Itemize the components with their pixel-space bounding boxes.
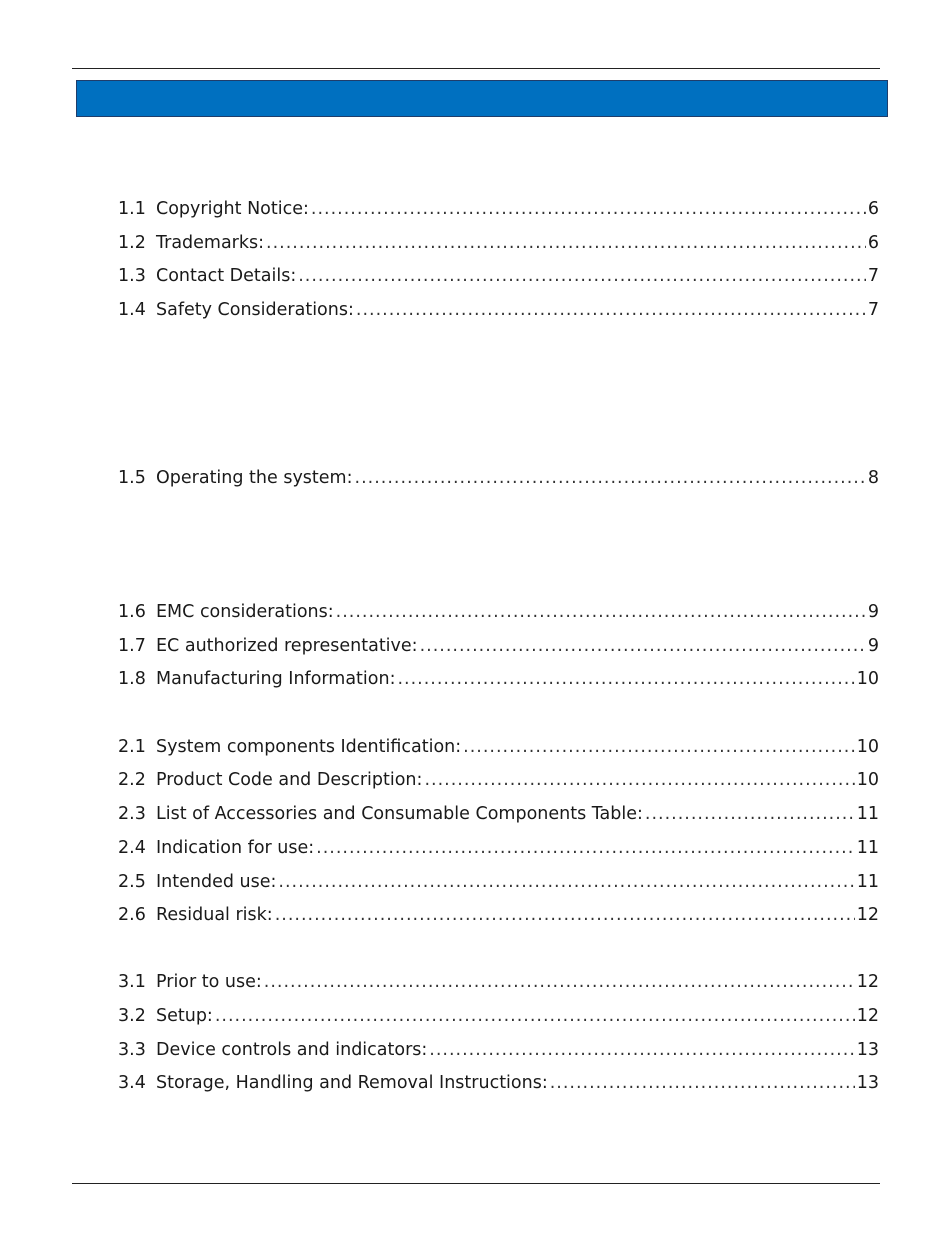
toc-leader xyxy=(424,768,854,792)
toc-number: 2.4 xyxy=(118,838,146,858)
toc-leader xyxy=(397,667,854,691)
toc-number: 2.6 xyxy=(118,905,146,925)
toc-number: 1.5 xyxy=(118,468,146,488)
toc-page: 6 xyxy=(867,233,879,253)
toc-title: EMC considerations: xyxy=(156,602,334,622)
toc-title: EC authorized representative: xyxy=(156,636,418,656)
toc-page: 11 xyxy=(856,872,879,892)
toc-leader xyxy=(355,466,866,490)
toc-leader xyxy=(463,735,855,759)
toc-leader xyxy=(316,836,855,860)
toc-leader xyxy=(215,1004,855,1028)
toc-page: 7 xyxy=(867,266,879,286)
toc-number: 1.7 xyxy=(118,636,146,656)
toc-entry[interactable] xyxy=(118,600,879,624)
toc-title: Storage, Handling and Removal Instructions: xyxy=(156,1073,548,1093)
toc-page: 7 xyxy=(867,300,879,320)
toc-title: Operating the system: xyxy=(156,468,353,488)
toc-leader xyxy=(420,634,866,658)
toc-page: 13 xyxy=(856,1040,879,1060)
toc-number: 3.2 xyxy=(118,1006,146,1026)
toc-number: 2.2 xyxy=(118,770,146,790)
toc-entry[interactable] xyxy=(118,870,879,894)
toc-entry[interactable] xyxy=(118,231,879,255)
toc-leader xyxy=(278,870,854,894)
toc-number: 3.4 xyxy=(118,1073,146,1093)
toc-entry[interactable] xyxy=(118,298,879,322)
toc-number: 1.3 xyxy=(118,266,146,286)
toc-page: 9 xyxy=(867,636,879,656)
toc-number: 1.2 xyxy=(118,233,146,253)
toc-number: 1.6 xyxy=(118,602,146,622)
toc-entry[interactable] xyxy=(118,802,879,826)
toc-page: 9 xyxy=(867,602,879,622)
toc-title: Indication for use: xyxy=(156,838,315,858)
toc-leader xyxy=(336,600,866,624)
toc-entry[interactable] xyxy=(118,264,879,288)
toc-entry[interactable] xyxy=(118,1004,879,1028)
toc-page: 6 xyxy=(867,199,879,219)
toc-title: List of Accessories and Consumable Components Table: xyxy=(156,804,643,824)
toc-entry[interactable] xyxy=(118,197,879,221)
toc-entry[interactable] xyxy=(118,970,879,994)
toc-title: Prior to use: xyxy=(156,972,262,992)
toc-page: 12 xyxy=(856,1006,879,1026)
toc-page: 10 xyxy=(856,770,879,790)
toc-title: Safety Considerations: xyxy=(156,300,354,320)
toc-number: 3.1 xyxy=(118,972,146,992)
toc-number: 1.8 xyxy=(118,669,146,689)
toc-title: Setup: xyxy=(156,1006,213,1026)
toc-entry[interactable] xyxy=(118,768,879,792)
toc-entry[interactable] xyxy=(118,735,879,759)
toc-entry[interactable] xyxy=(118,836,879,860)
toc-number: 2.3 xyxy=(118,804,146,824)
toc-page: 11 xyxy=(856,838,879,858)
toc-page: 12 xyxy=(856,905,879,925)
toc-entry[interactable] xyxy=(118,667,879,691)
toc-leader xyxy=(275,903,855,927)
toc-page: 13 xyxy=(856,1073,879,1093)
toc-entry[interactable] xyxy=(118,903,879,927)
toc-leader xyxy=(550,1071,855,1095)
toc-title: Product Code and Description: xyxy=(156,770,423,790)
toc-page: 8 xyxy=(867,468,879,488)
toc-leader xyxy=(264,970,855,994)
toc-number: 1.1 xyxy=(118,199,146,219)
toc-title: System components Identification: xyxy=(156,737,462,757)
toc-title: Contact Details: xyxy=(156,266,297,286)
toc-leader xyxy=(311,197,866,221)
toc-leader xyxy=(298,264,866,288)
toc-page: 10 xyxy=(856,737,879,757)
toc-title: Manufacturing Information: xyxy=(156,669,396,689)
toc-page: 12 xyxy=(856,972,879,992)
toc-title: Intended use: xyxy=(156,872,277,892)
toc-title: Trademarks: xyxy=(156,233,265,253)
toc-title: Residual risk: xyxy=(156,905,273,925)
toc-number: 2.1 xyxy=(118,737,146,757)
toc-number: 1.4 xyxy=(118,300,146,320)
toc-leader xyxy=(266,231,866,255)
toc-leader xyxy=(356,298,866,322)
toc-entry[interactable] xyxy=(118,1071,879,1095)
toc-number: 2.5 xyxy=(118,872,146,892)
toc-page: 11 xyxy=(856,804,879,824)
toc-title: Device controls and indicators: xyxy=(156,1040,428,1060)
toc-leader xyxy=(429,1038,854,1062)
toc-entry[interactable] xyxy=(118,466,879,490)
toc-entry[interactable] xyxy=(118,634,879,658)
toc-page: 10 xyxy=(856,669,879,689)
toc-number: 3.3 xyxy=(118,1040,146,1060)
toc-title: Copyright Notice: xyxy=(156,199,309,219)
toc-leader xyxy=(645,802,855,826)
bottom-divider xyxy=(72,1183,880,1184)
toc-entry[interactable] xyxy=(118,1038,879,1062)
